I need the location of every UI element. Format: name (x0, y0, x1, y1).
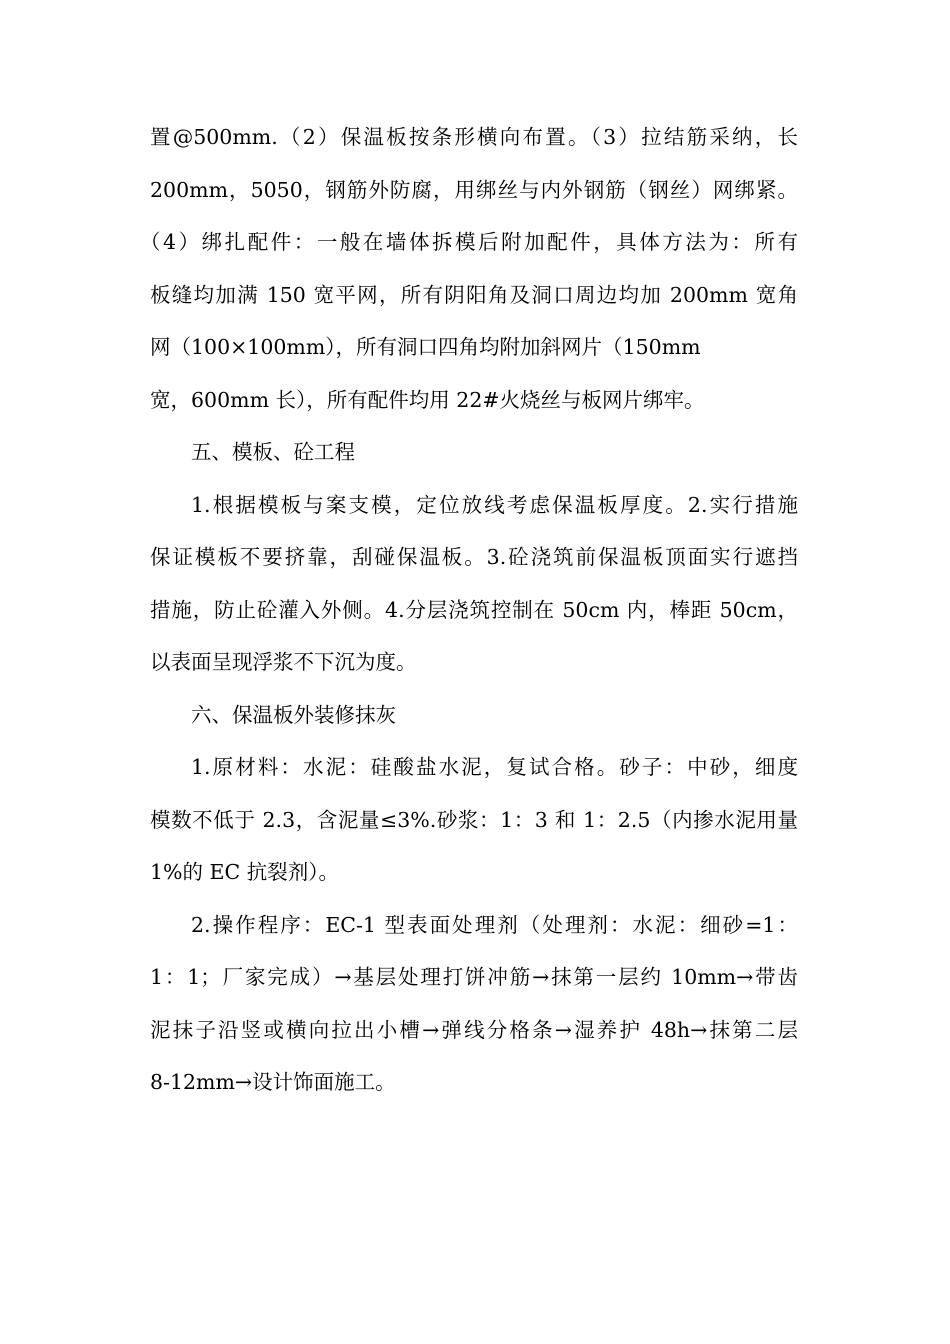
text-line: 模数不低于 2.3，含泥量≤3%.砂浆：1：3 和 1：2.5（内掺水泥用量 (150, 807, 798, 832)
text-line: 1.原材料：水泥：硅酸盐水泥，复试合格。砂子：中砂，细度 (191, 755, 798, 779)
paragraph-raw-materials (150, 741, 798, 899)
document-body (140, 111, 798, 1109)
paragraph-operation-procedure (150, 899, 798, 1109)
text-line: 保证模板不要挤靠，刮碰保温板。3.砼浇筑前保温板顶面实行遮挡 (150, 545, 798, 569)
text-line: 1.根据模板与案支模，定位放线考虑保温板厚度。2.实行措施 (191, 492, 798, 517)
text-line: 网（100×100mm），所有洞口四角均附加斜网片（150mm (150, 335, 701, 359)
text-line: 宽，600mm 长），所有配件均用 22#火烧丝与板网片绑牢。 (150, 387, 705, 412)
paragraph-insulation-board-installation (140, 111, 798, 426)
text-line: 200mm，5050，钢筋外防腐，用绑丝与内外钢筋（钢丝）网绑紧。 (150, 177, 798, 202)
text-line: 板缝均加满 150 宽平网，所有阴阳角及洞口周边均加 200mm 宽角 (150, 282, 798, 307)
text-line: 8-12mm→设计饰面施工。 (150, 1070, 396, 1094)
text-line: 1：1；厂家完成）→基层处理打饼冲筋→抹第一层约 10mm→带齿 (150, 965, 798, 989)
text-line: 泥抹子沿竖或横向拉出小槽→弹线分格条→湿养护 48h→抹第二层 (150, 1017, 798, 1042)
text-line: 以表面呈现浮浆不下沉为度。 (150, 650, 417, 674)
section-heading-exterior-plastering: 六、保温板外装修抹灰 (191, 702, 396, 727)
paragraph-formwork-concrete (150, 479, 798, 689)
text-line: 措施，防止砼灌入外侧。4.分层浇筑控制在 50cm 内，棒距 50cm， (150, 597, 798, 622)
section-heading-formwork-concrete: 五、模板、砼工程 (191, 440, 355, 464)
text-line: 2.操作程序：EC-1 型表面处理剂（处理剂：水泥：细砂=1： (191, 912, 798, 937)
text-line: 置@500mm.（2）保温板按条形横向布置。（3）拉结筋采纳，长 (150, 125, 798, 149)
text-line: （4）绑扎配件：一般在墙体拆模后附加配件，具体方法为：所有 (140, 230, 798, 254)
text-line: 1%的 EC 抗裂剂）。 (150, 860, 339, 884)
